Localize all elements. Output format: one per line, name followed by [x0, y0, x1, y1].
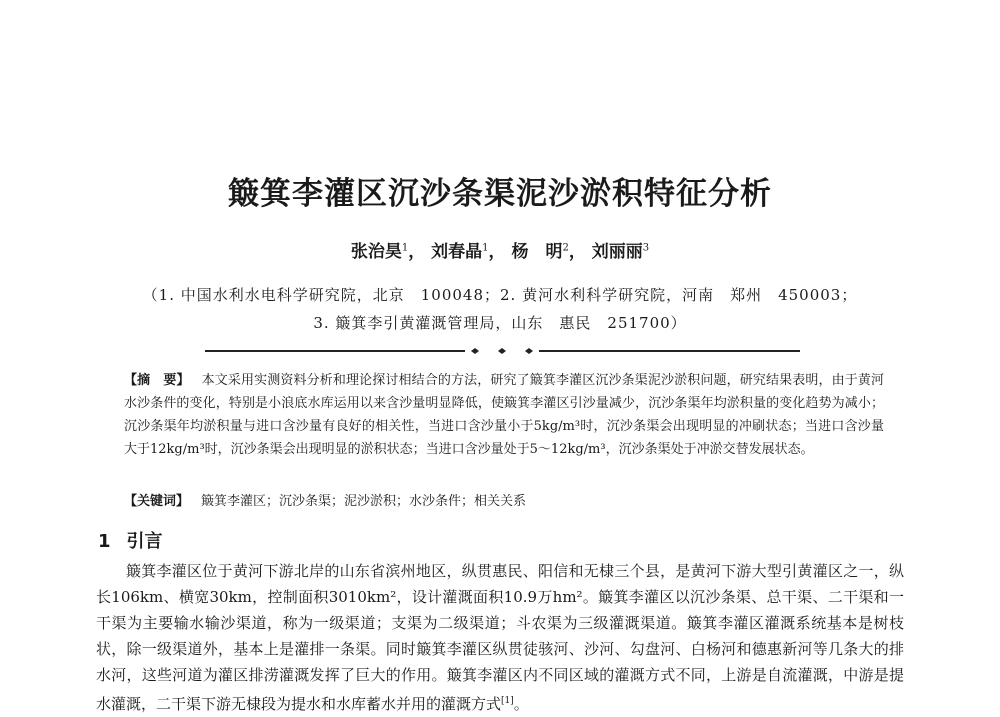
paper-title: 簸箕李灌区沉沙条渠泥沙淤积特征分析	[228, 176, 772, 212]
affiliation-line: （1. 中国水利水电科学研究院，北京 100048；2. 黄河水利科学研究院，河南 郑州 450003；	[142, 286, 858, 304]
keywords-text: 簸箕李灌区；沉沙条渠；泥沙淤积；水沙条件；相关关系	[201, 494, 527, 509]
abstract-text: 本文采用实测资料分析和理论探讨相结合的方法，研究了簸箕李灌区沉沙条渠泥沙淤积问题，研究结果表明，由于黄河水沙条件的变化，特别是小浪底水库运用以来含沙量明显降低，使簸箕李灌区引沙量减少，沉沙条渠年均淤积量的变化趋势为减小；沉沙条渠年均淤积量与进口含沙量有良好的相关性，当进口含沙量小于5kg/m³时，沉沙条渠会出现明显的冲刷状态；当进口含沙量大于12kg/m³时，沉沙条渠会出现明显的淤积状态；当进口含沙量处于5～12kg/m³，沉沙条渠处于冲淤交替发展状态。	[124, 373, 884, 457]
author-affiliation-mark: 1	[482, 242, 489, 254]
author-name: 刘春晶	[431, 242, 483, 262]
author-name: 杨 明	[511, 242, 563, 262]
author-name: 张治昊	[350, 242, 402, 262]
body-text-end: 。	[513, 695, 529, 713]
affiliation-line: 3. 簸箕李引黄灌溉管理局，山东 惠民 251700）	[313, 314, 687, 332]
author-affiliation-mark: 1	[401, 242, 409, 254]
keywords	[124, 492, 884, 512]
section-title: 引言	[126, 531, 163, 552]
author-list: 张治昊$^1$， 刘春晶$^1$， 杨 明$^2$， 刘丽丽$^3$	[350, 242, 650, 262]
author-affiliation-mark: 3	[642, 242, 650, 254]
citation-mark: [1]	[501, 696, 514, 706]
abstract-label: 【摘 要】	[124, 373, 190, 388]
author-affiliation-mark: 2	[562, 242, 569, 254]
section-heading	[98, 527, 163, 553]
body-text: 簸箕李灌区位于黄河下游北岸的山东省滨州地区，纵贯惠民、阳信和无棣三个县，是黄河下游大型引黄灌区之一，纵长106km、横宽30km，控制面积3010km²，设计灌溉面积10.9万hm²。簸箕李灌区以沉沙条渠、总干渠、二干渠和一干渠为主要输水输沙渠道，称为一级渠道；支渠为二级渠道；斗农渠为三级灌溉渠道。簸箕李灌区灌溉系统基本是树枝状，除一级渠道外，基本上是灌排一条渠。同时簸箕李灌区纵贯徒骇河、沙河、勾盘河、白杨河和德惠新河等几条大的排水河，这些河道为灌区排涝灌溉发挥了巨大的作用。簸箕李灌区内不同区域的灌溉方式不同，上游是自流灌溉，中游是提水灌溉，二干渠下游无棣段为提水和水库蓄水并用的灌溉方式	[96, 562, 904, 713]
ornamental-divider	[205, 348, 800, 354]
abstract	[124, 369, 884, 461]
keywords-label: 【关键词】	[124, 494, 190, 509]
body-paragraph	[96, 558, 904, 717]
section-number: 1	[98, 531, 111, 552]
author-name: 刘丽丽	[591, 242, 643, 262]
